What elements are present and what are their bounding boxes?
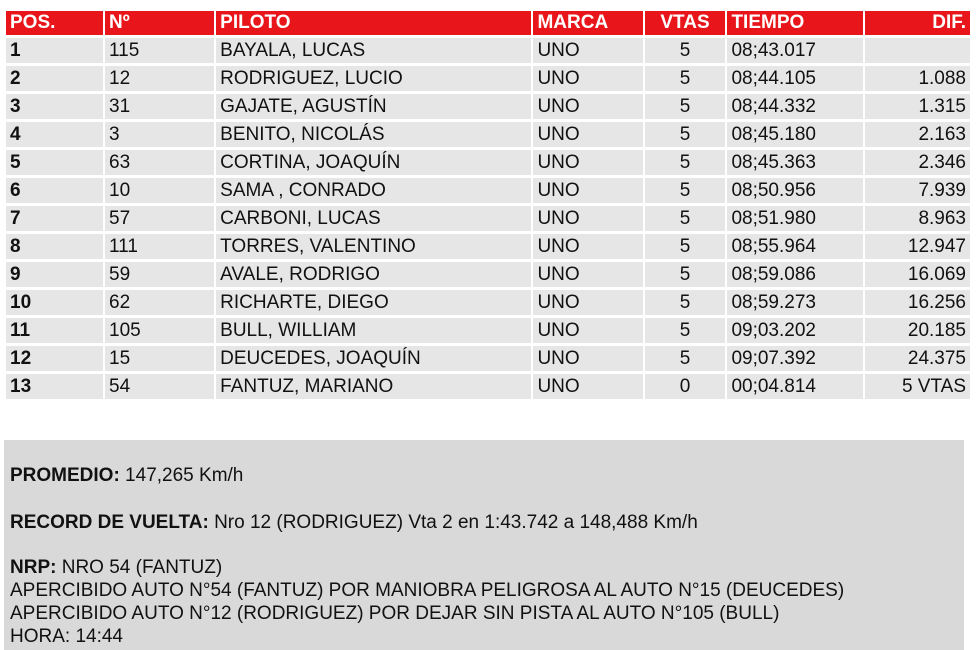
cell-piloto: BAYALA, LUCAS (216, 38, 531, 63)
table-row (6, 38, 970, 63)
cell-piloto: BULL, WILLIAM (216, 318, 531, 343)
cell-dif: 16.069 (865, 262, 970, 287)
record-label: RECORD DE VUELTA: (10, 512, 209, 533)
cell-pos: 12 (6, 346, 103, 371)
record-line (10, 511, 698, 534)
cell-tiempo: 08;51.980 (727, 206, 862, 231)
cell-num: 3 (105, 122, 214, 147)
cell-tiempo: 08;43.017 (727, 38, 862, 63)
table-row (6, 122, 970, 147)
cell-num: 62 (105, 290, 214, 315)
cell-dif: 7.939 (865, 178, 970, 203)
note-line: APERCIBIDO AUTO N°12 (RODRIGUEZ) POR DEJAR SIN PISTA AL AUTO N°105 (BULL) (10, 603, 780, 624)
cell-pos: 7 (6, 206, 103, 231)
promedio-value: 147,265 Km/h (119, 465, 244, 486)
cell-tiempo: 08;44.105 (727, 66, 862, 91)
cell-tiempo: 08;59.273 (727, 290, 862, 315)
nrp-line (10, 556, 222, 579)
nrp-label: NRP: (10, 557, 57, 578)
cell-marca: UNO (533, 150, 642, 175)
table-row (6, 94, 970, 119)
cell-pos: 11 (6, 318, 103, 343)
cell-tiempo: 08;59.086 (727, 262, 862, 287)
race-summary (4, 440, 964, 650)
cell-vtas: 5 (645, 262, 726, 287)
table-row (6, 234, 970, 259)
cell-pos: 2 (6, 66, 103, 91)
cell-vtas: 5 (645, 290, 726, 315)
table-row (6, 178, 970, 203)
cell-num: 31 (105, 94, 214, 119)
cell-piloto: SAMA , CONRADO (216, 178, 531, 203)
cell-vtas: 5 (645, 234, 726, 259)
table-row (6, 374, 970, 399)
promedio-line (10, 464, 243, 487)
cell-num: 12 (105, 66, 214, 91)
cell-tiempo: 09;03.202 (727, 318, 862, 343)
cell-marca: UNO (533, 290, 642, 315)
cell-num: 59 (105, 262, 214, 287)
cell-marca: UNO (533, 122, 642, 147)
cell-vtas: 5 (645, 122, 726, 147)
cell-marca: UNO (533, 262, 642, 287)
cell-dif: 8.963 (865, 206, 970, 231)
cell-piloto: DEUCEDES, JOAQUÍN (216, 346, 531, 371)
header-num: Nº (105, 11, 214, 35)
table-row (6, 290, 970, 315)
hora-line: HORA: 14:44 (10, 626, 123, 647)
cell-piloto: RODRIGUEZ, LUCIO (216, 66, 531, 91)
record-value: Nro 12 (RODRIGUEZ) Vta 2 en 1:43.742 a 148,488 Km/h (208, 512, 698, 533)
cell-tiempo: 08;55.964 (727, 234, 862, 259)
cell-num: 54 (105, 374, 214, 399)
cell-dif: 16.256 (865, 290, 970, 315)
table-row (6, 150, 970, 175)
cell-pos: 13 (6, 374, 103, 399)
cell-tiempo: 08;44.332 (727, 94, 862, 119)
cell-vtas: 5 (645, 66, 726, 91)
cell-pos: 4 (6, 122, 103, 147)
cell-marca: UNO (533, 318, 642, 343)
cell-vtas: 5 (645, 206, 726, 231)
cell-piloto: BENITO, NICOLÁS (216, 122, 531, 147)
nrp-value: NRO 54 (FANTUZ) (56, 557, 223, 578)
cell-piloto: GAJATE, AGUSTÍN (216, 94, 531, 119)
cell-marca: UNO (533, 206, 642, 231)
cell-piloto: FANTUZ, MARIANO (216, 374, 531, 399)
cell-vtas: 5 (645, 38, 726, 63)
results-body (6, 38, 970, 399)
cell-piloto: AVALE, RODRIGO (216, 262, 531, 287)
table-row (6, 262, 970, 287)
cell-piloto: TORRES, VALENTINO (216, 234, 531, 259)
results-table (4, 8, 972, 402)
cell-tiempo: 08;45.180 (727, 122, 862, 147)
cell-num: 57 (105, 206, 214, 231)
cell-marca: UNO (533, 94, 642, 119)
cell-num: 115 (105, 38, 214, 63)
cell-pos: 8 (6, 234, 103, 259)
table-row (6, 66, 970, 91)
cell-num: 10 (105, 178, 214, 203)
cell-pos: 10 (6, 290, 103, 315)
cell-num: 111 (105, 234, 214, 259)
table-row (6, 346, 970, 371)
cell-dif: 2.163 (865, 122, 970, 147)
cell-marca: UNO (533, 346, 642, 371)
cell-dif: 1.088 (865, 66, 970, 91)
cell-tiempo: 08;45.363 (727, 150, 862, 175)
cell-dif: 20.185 (865, 318, 970, 343)
cell-tiempo: 09;07.392 (727, 346, 862, 371)
cell-pos: 1 (6, 38, 103, 63)
header-dif: DIF. (865, 11, 970, 35)
cell-piloto: CARBONI, LUCAS (216, 206, 531, 231)
promedio-label: PROMEDIO: (10, 465, 120, 486)
cell-dif (865, 38, 970, 63)
cell-dif: 1.315 (865, 94, 970, 119)
cell-vtas: 5 (645, 150, 726, 175)
cell-dif: 2.346 (865, 150, 970, 175)
header-piloto: PILOTO (216, 11, 531, 35)
cell-marca: UNO (533, 38, 642, 63)
cell-dif: 12.947 (865, 234, 970, 259)
cell-vtas: 5 (645, 346, 726, 371)
cell-pos: 3 (6, 94, 103, 119)
cell-dif: 5 VTAS (865, 374, 970, 399)
cell-tiempo: 08;50.956 (727, 178, 862, 203)
note-line: APERCIBIDO AUTO N°54 (FANTUZ) POR MANIOBRA PELIGROSA AL AUTO N°15 (DEUCEDES) (10, 580, 845, 601)
cell-dif: 24.375 (865, 346, 970, 371)
table-header-row (6, 11, 970, 35)
header-marca: MARCA (533, 11, 642, 35)
cell-pos: 6 (6, 178, 103, 203)
header-tiempo: TIEMPO (727, 11, 862, 35)
header-pos: POS. (6, 11, 103, 35)
cell-pos: 9 (6, 262, 103, 287)
cell-vtas: 0 (645, 374, 726, 399)
cell-num: 15 (105, 346, 214, 371)
cell-num: 105 (105, 318, 214, 343)
cell-tiempo: 00;04.814 (727, 374, 862, 399)
header-vtas: VTAS (645, 11, 726, 35)
cell-marca: UNO (533, 234, 642, 259)
table-row (6, 206, 970, 231)
cell-marca: UNO (533, 374, 642, 399)
cell-vtas: 5 (645, 178, 726, 203)
cell-marca: UNO (533, 66, 642, 91)
cell-vtas: 5 (645, 318, 726, 343)
cell-marca: UNO (533, 178, 642, 203)
table-row (6, 318, 970, 343)
cell-num: 63 (105, 150, 214, 175)
cell-piloto: RICHARTE, DIEGO (216, 290, 531, 315)
cell-piloto: CORTINA, JOAQUÍN (216, 150, 531, 175)
cell-pos: 5 (6, 150, 103, 175)
cell-vtas: 5 (645, 94, 726, 119)
